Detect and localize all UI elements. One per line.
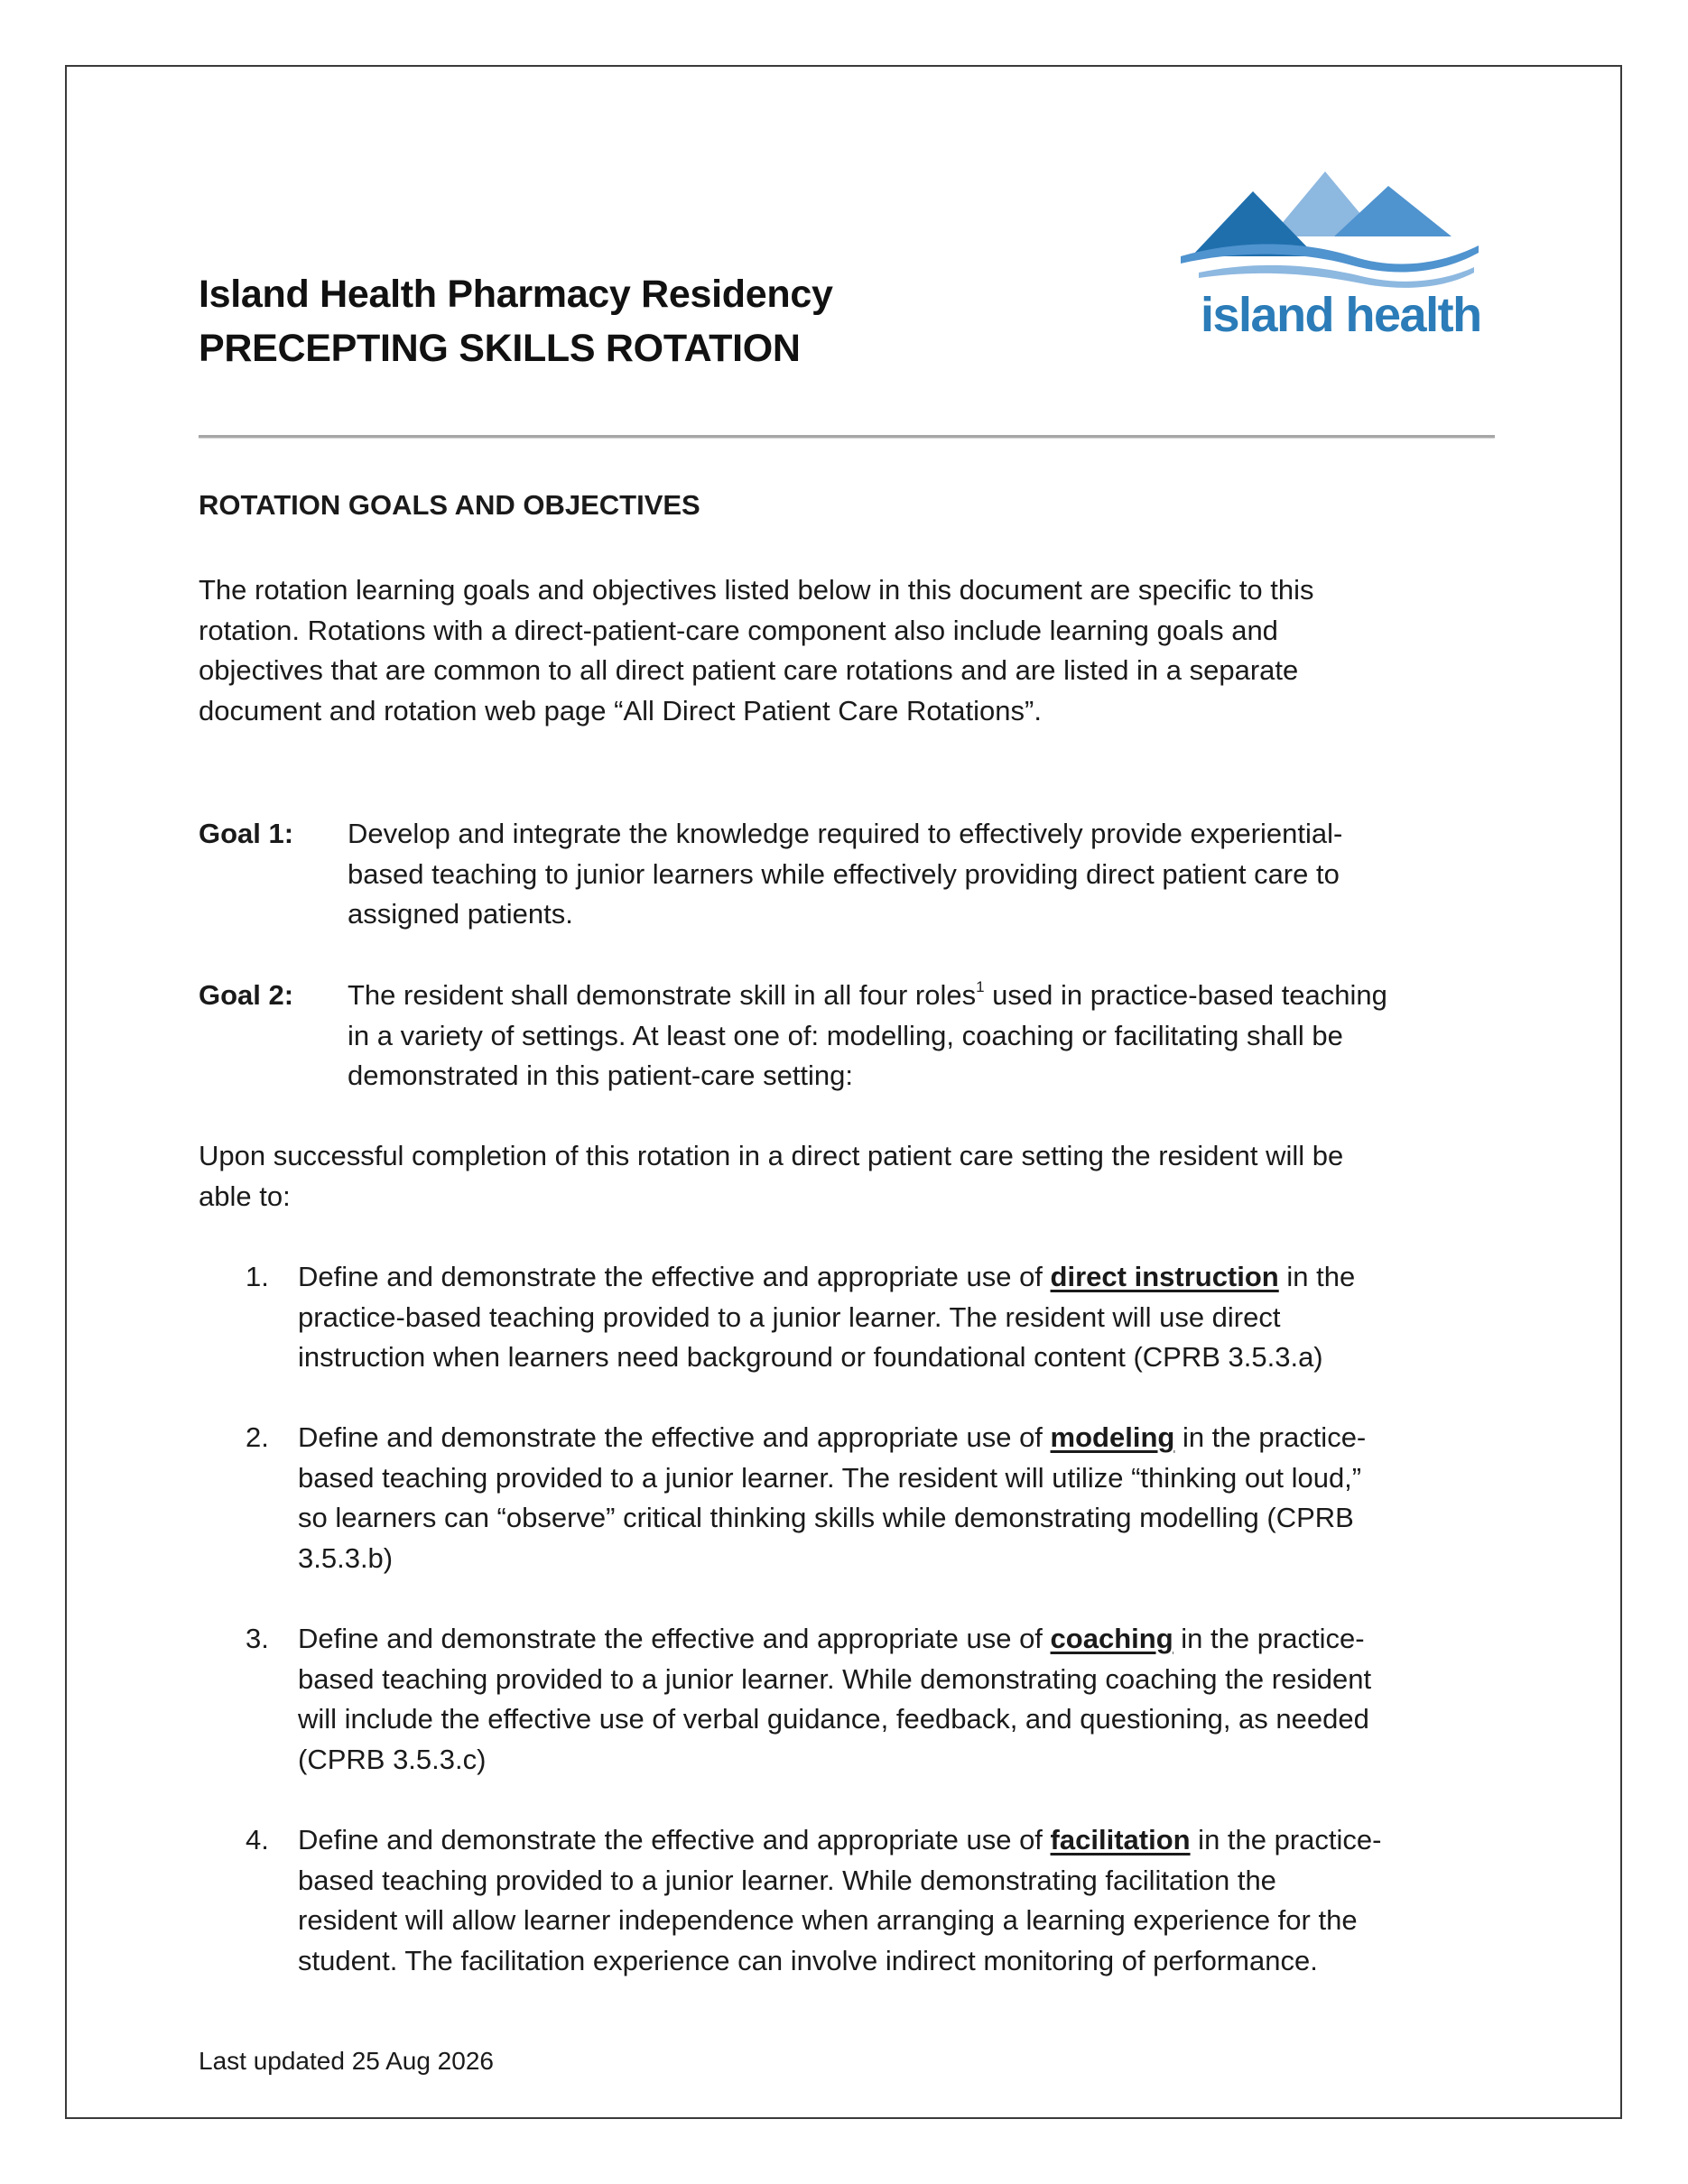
objective-text xyxy=(298,1820,1509,1981)
objective-item xyxy=(246,1418,1509,1578)
logo-wave xyxy=(1181,244,1479,272)
objective-line: student. The facilitation experience can involve indirect monitoring of performance. xyxy=(298,1944,1318,1976)
goal-line xyxy=(348,976,1507,1016)
objective-number: 3. xyxy=(246,1623,269,1654)
title-line-2: PRECEPTING SKILLS ROTATION xyxy=(199,327,801,370)
lead-line: able to: xyxy=(199,1180,291,1212)
objective-suffix: in the practice- xyxy=(1190,1824,1382,1855)
objective-number: 2. xyxy=(246,1421,269,1453)
objective-line: instruction when learners need background or foundational content (CPRB 3.5.3.a) xyxy=(298,1341,1323,1373)
goal-text xyxy=(348,976,1507,1097)
objective-line xyxy=(298,1257,1509,1298)
intro-line: rotation. Rotations with a direct-patient-care component also include learning goals and xyxy=(199,614,1278,646)
objective-keyword: direct instruction xyxy=(1050,1261,1279,1292)
goal-label: Goal 1: xyxy=(199,818,294,849)
goal-line-start: The resident shall demonstrate skill in all four roles xyxy=(348,979,977,1011)
intro-line: document and rotation web page “All Direct Patient Care Rotations”. xyxy=(199,694,1042,726)
goal-line: demonstrated in this patient-care setting: xyxy=(348,1060,854,1091)
intro-line: objectives that are common to all direct patient care rotations and are listed in a separate xyxy=(199,654,1299,686)
objective-suffix: in the practice- xyxy=(1174,1421,1367,1453)
goal-2 xyxy=(199,976,1507,1097)
goal-line: assigned patients. xyxy=(348,898,573,930)
objective-line xyxy=(298,1820,1509,1861)
objective-line: based teaching provided to a junior learner. While demonstrating facilitation the xyxy=(298,1864,1276,1896)
header-divider xyxy=(199,435,1495,438)
section-heading: ROTATION GOALS AND OBJECTIVES xyxy=(199,489,700,521)
objective-keyword: coaching xyxy=(1050,1623,1173,1654)
goal-line: Develop and integrate the knowledge required to effectively provide experiential- xyxy=(348,818,1343,849)
objective-number: 4. xyxy=(246,1824,269,1855)
objective-line: based teaching provided to a junior learner. While demonstrating coaching the resident xyxy=(298,1662,1372,1695)
goal-1 xyxy=(199,814,1507,935)
goal-line-end: used in practice-based teaching xyxy=(984,979,1387,1011)
objective-text xyxy=(298,1619,1509,1780)
objectives-lead xyxy=(199,1136,1507,1217)
objective-line: practice-based teaching provided to a junior learner. The resident will use direct xyxy=(298,1300,1281,1333)
objective-keyword: modeling xyxy=(1050,1421,1175,1453)
objective-prefix: Define and demonstrate the effective and appropriate use of xyxy=(298,1421,1051,1453)
intro-paragraph xyxy=(199,570,1507,731)
goal-line: in a variety of settings. At least one of: modelling, coaching or facilitating shall be xyxy=(348,1019,1343,1051)
objective-line: 3.5.3.b) xyxy=(298,1541,394,1574)
goal-text xyxy=(348,814,1507,935)
objective-line: so learners can “observe” critical thinking skills while demonstrating modelling (CPRB xyxy=(298,1502,1354,1533)
objective-prefix: Define and demonstrate the effective and appropriate use of xyxy=(298,1261,1051,1292)
goal-label: Goal 2: xyxy=(199,979,294,1011)
objective-line: will include the effective use of verbal guidance, feedback, and questioning, as needed xyxy=(298,1703,1369,1735)
objective-keyword: facilitation xyxy=(1050,1824,1191,1855)
objective-item xyxy=(246,1619,1509,1780)
objective-line xyxy=(298,1619,1509,1660)
goal-line: based teaching to junior learners while effectively providing direct patient care to xyxy=(348,857,1340,890)
objective-item xyxy=(246,1257,1509,1378)
objective-item xyxy=(246,1820,1509,1981)
footnote-marker: 1 xyxy=(976,977,985,995)
lead-line: Upon successful completion of this rotation in a direct patient care setting the resident will be xyxy=(199,1140,1344,1171)
last-updated: Last updated 25 Aug 2026 xyxy=(199,2047,494,2075)
objective-line: (CPRB 3.5.3.c) xyxy=(298,1743,487,1775)
objective-line xyxy=(298,1418,1509,1458)
objective-prefix: Define and demonstrate the effective and appropriate use of xyxy=(298,1623,1051,1654)
objective-suffix: in the practice- xyxy=(1173,1623,1365,1654)
objective-line: resident will allow learner independence when arranging a learning experience for the xyxy=(298,1904,1358,1936)
objective-prefix: Define and demonstrate the effective and appropriate use of xyxy=(298,1824,1051,1855)
objective-text xyxy=(298,1257,1509,1378)
objective-number: 1. xyxy=(246,1261,269,1292)
objective-suffix: in the xyxy=(1278,1261,1356,1292)
objective-text xyxy=(298,1418,1509,1578)
title-line-1: Island Health Pharmacy Residency xyxy=(199,273,833,316)
objective-line: based teaching provided to a junior learner. The resident will utilize “thinking out loud,” xyxy=(298,1461,1362,1494)
document-title xyxy=(199,267,833,375)
intro-line: The rotation learning goals and objectives listed below in this document are specific to this xyxy=(199,574,1314,606)
logo-wordmark: island health xyxy=(1201,288,1481,342)
